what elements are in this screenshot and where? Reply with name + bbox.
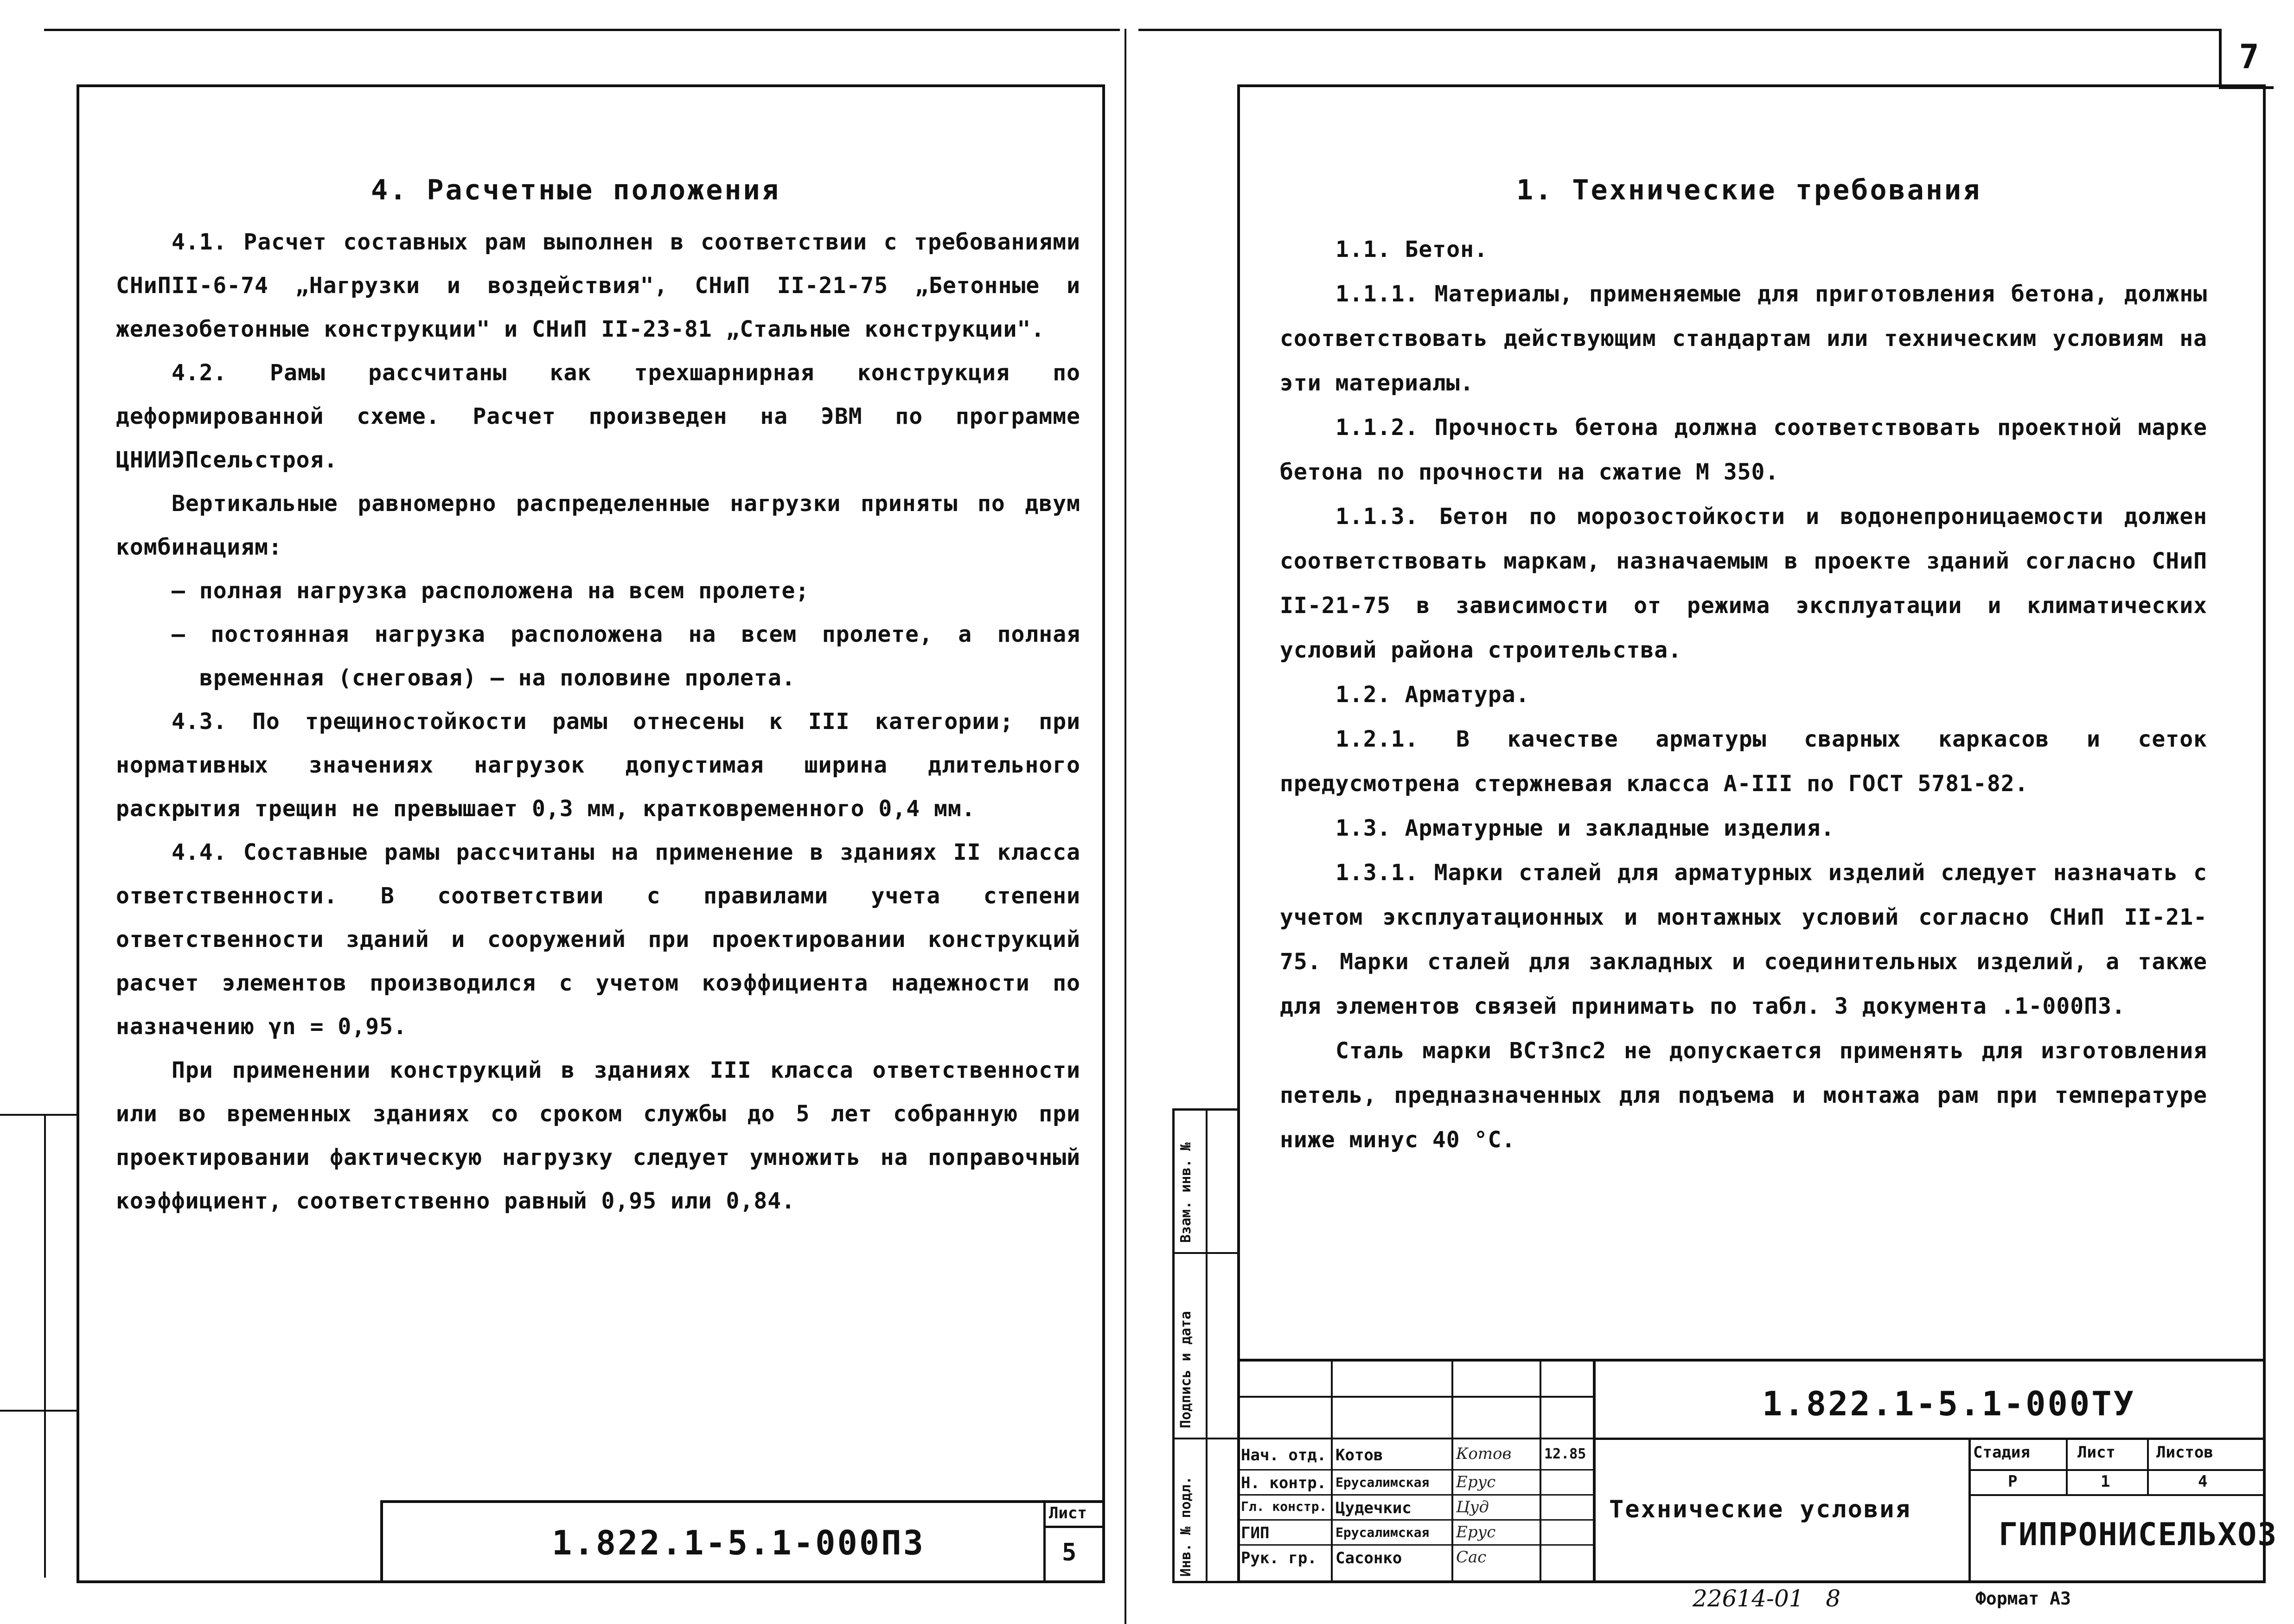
left-para-4-4: 4.4. Составные рамы рассчитаны на применение в зданиях II класса ответственности. В соответствии с правилами учета степени ответственности зданий и сооружений при проектировании конструкций расчет элементов производился с учетом коэффициента надежности по назначению γn = 0,95. bbox=[116, 839, 1080, 1040]
fold-line bbox=[1125, 29, 1126, 1624]
tb-name-group-lead: Сасонко bbox=[1336, 1549, 1402, 1567]
tb-col-stage: Стадия bbox=[1973, 1443, 2030, 1462]
tb-role-gip: ГИП bbox=[1241, 1524, 1270, 1542]
right-para-1-3: 1.3. Арматурные и закладные изделия. bbox=[1336, 815, 1835, 841]
right-para-1-2-1: 1.2.1. В качестве арматуры сварных каркасов и сеток предусмотрена стержневая класса А-III по ГОСТ 5781-82. bbox=[1280, 726, 2207, 797]
tb-name-norm-control: Ерусалимская bbox=[1336, 1475, 1430, 1490]
left-para-4-3: 4.3. По трещиностойкости рамы отнесены к III категории; при нормативных значениях нагрузок допустимая ширина длительного раскрытия трещин не превышает 0,3 мм, кратковременного 0,4 мм. bbox=[116, 709, 1080, 822]
left-margin-mark-1 bbox=[0, 1114, 77, 1116]
tb-col-sheet: Лист bbox=[2077, 1443, 2115, 1462]
tb-role-head-dept: Нач. отд. bbox=[1241, 1446, 1327, 1464]
tb-sign-gip: Ерус bbox=[1456, 1523, 1496, 1541]
left-margin-mark-2 bbox=[44, 1114, 46, 1578]
tb-role-norm-control: Н. контр. bbox=[1241, 1474, 1327, 1492]
tb-sheet-value: 1 bbox=[2101, 1472, 2110, 1491]
left-body bbox=[116, 220, 1080, 1223]
footer-number: 22614-01 8 bbox=[1693, 1585, 1841, 1612]
left-heading: 4. Расчетные положения bbox=[371, 174, 780, 206]
right-body bbox=[1280, 227, 2207, 1162]
right-para-1-1-2: 1.1.2. Прочность бетона должна соответствовать проектной марке бетона по прочности на сжатие М 350. bbox=[1280, 415, 2207, 485]
left-stamp-divider-v bbox=[1043, 1500, 1046, 1583]
side-strip-divider-2 bbox=[1172, 1438, 1237, 1439]
right-para-1-1: 1.1. Бетон. bbox=[1336, 237, 1488, 262]
tb-date-head-dept: 12.85 bbox=[1544, 1446, 1586, 1462]
tb-stage-row-bottom2 bbox=[1968, 1494, 2266, 1496]
footer-format: Формат А3 bbox=[1975, 1588, 2071, 1609]
tb-code: 1.822.1-5.1-000ТУ bbox=[1762, 1384, 2135, 1423]
tb-name-chief-designer: Цудечкис bbox=[1336, 1499, 1412, 1517]
side-label-replace-inv: Взам. инв. № bbox=[1178, 1142, 1194, 1243]
side-label-sign-date: Подпись и дата bbox=[1178, 1311, 1194, 1428]
left-stamp-divider-h bbox=[1043, 1526, 1105, 1528]
top-rule-left bbox=[44, 29, 1120, 31]
tb-sign-norm-control: Ерус bbox=[1456, 1473, 1496, 1491]
tb-code-divider bbox=[1593, 1438, 2266, 1440]
tb-org: ГИПРОНИСЕЛЬХОЗ bbox=[1999, 1516, 2278, 1553]
tb-grid-v3 bbox=[1540, 1359, 1541, 1583]
left-para-class-3: При применении конструкций в зданиях III класса ответственности или во временных зданиях со сроком службы до 5 лет собранную при проектировании фактическую нагрузку следует умножить на поправочный коэффициент, соответственно равный 0,95 или 0,84. bbox=[116, 1057, 1080, 1214]
page-number: 7 bbox=[2239, 37, 2259, 76]
left-item-constant-load: – постоянная нагрузка расположена на всем пролете, а полная временная (снеговая) – на половине пролета. bbox=[172, 621, 1080, 691]
tb-title-divider bbox=[1968, 1438, 1971, 1583]
left-para-4-2: 4.2. Рамы рассчитаны как трехшарнирная конструкция по деформированной схеме. Расчет произведен на ЭВМ по программе ЦНИИЭПсельстроя. bbox=[116, 360, 1080, 473]
tb-grid-v4 bbox=[1593, 1359, 1596, 1583]
left-stamp-sheet-number: 5 bbox=[1062, 1539, 1077, 1566]
tb-stage-value: Р bbox=[2008, 1472, 2018, 1491]
right-para-1-1-1: 1.1.1. Материалы, применяемые для приготовления бетона, должны соответствовать действующим стандартам или техническим условиям на эти материалы. bbox=[1280, 281, 2207, 396]
tb-doc-title: Технические условия bbox=[1609, 1496, 1911, 1523]
tb-name-gip: Ерусалимская bbox=[1336, 1525, 1430, 1540]
tb-sign-chief-designer: Цуд bbox=[1456, 1498, 1489, 1516]
left-para-4-1: 4.1. Расчет составных рам выполнен в соответствии с требованиями СНиПII-6-74 „Нагрузки и воздействия", СНиП II-21-75 „Бетонные и железобетонные конструкции" и СНиП II-23-81 „Стальные конструкции". bbox=[116, 229, 1080, 342]
tb-sheets-value: 4 bbox=[2198, 1472, 2208, 1491]
left-stamp-sheet-label: Лист bbox=[1049, 1504, 1087, 1522]
right-para-1-1-3: 1.1.3. Бетон по морозостойкости и водонепроницаемости должен соответствовать маркам, назначаемым в проекте зданий согласно СНиП II-21-75 в зависимости от режима эксплуатации и климатических условий района строительства. bbox=[1280, 504, 2207, 663]
tb-role-group-lead: Рук. гр. bbox=[1241, 1549, 1317, 1567]
right-heading: 1. Технические требования bbox=[1516, 174, 1982, 206]
right-para-steel: Сталь марки ВСт3пс2 не допускается применять для изготовления петель, предназначенных для подъема и монтажа рам при температуре ниже минус 40 °С. bbox=[1280, 1038, 2207, 1153]
tb-stage-row-bottom bbox=[1968, 1469, 2266, 1471]
top-rule-right bbox=[1138, 29, 2219, 31]
left-margin-mark-3 bbox=[0, 1410, 77, 1412]
tb-col-sheets: Листов bbox=[2156, 1443, 2213, 1462]
left-item-full-load: – полная нагрузка расположена на всем пролете; bbox=[172, 578, 810, 604]
tb-stage-col-1 bbox=[2066, 1438, 2068, 1496]
side-label-inv-orig: Инв. № подл. bbox=[1178, 1476, 1194, 1577]
side-strip-divider-1 bbox=[1172, 1252, 1237, 1254]
tb-grid-v2 bbox=[1451, 1359, 1453, 1583]
tb-sign-group-lead: Сас bbox=[1456, 1548, 1487, 1566]
tb-sign-head-dept: Котов bbox=[1456, 1445, 1512, 1463]
left-para-loads: Вертикальные равномерно распределенные нагрузки приняты по двум комбинациям: bbox=[116, 491, 1080, 560]
tb-grid-v1 bbox=[1331, 1359, 1333, 1583]
tb-name-head-dept: Котов bbox=[1336, 1446, 1383, 1464]
left-stamp-code: 1.822.1-5.1-000ПЗ bbox=[552, 1523, 925, 1562]
right-para-1-2: 1.2. Арматура. bbox=[1336, 682, 1530, 708]
tb-role-chief-designer: Гл. констр. bbox=[1241, 1499, 1327, 1514]
side-strip-divider-v bbox=[1206, 1108, 1208, 1583]
tb-stage-col-2 bbox=[2147, 1438, 2149, 1496]
right-para-1-3-1: 1.3.1. Марки сталей для арматурных изделий следует назначать с учетом эксплуатационных и монтажных условий согласно СНиП II-21-75. Марки сталей для закладных и соединительных изделий, а также для элементов связей принимать по табл. 3 документа .1-000ПЗ. bbox=[1280, 860, 2207, 1019]
